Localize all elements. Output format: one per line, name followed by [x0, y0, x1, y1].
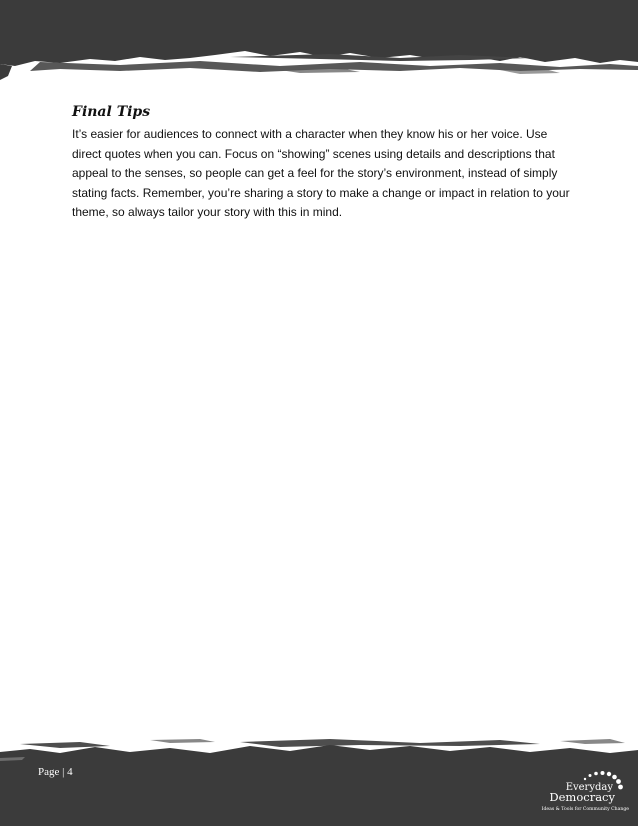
logo-line1: Everyday [565, 782, 613, 793]
content-area [72, 104, 572, 223]
body-paragraph: It’s easier for audiences to connect with a character when they know his or her voice. Use direct quotes when you can. Focus on “showing” scenes using details and descriptions that appeal to the senses, so people can get a feel for the story’s environment, instead of simply stating facts. Remember, you’re sharing a story to make a change or impact in relation to your theme, so always tailor your story with this in mind. [72, 127, 570, 220]
logo-tagline: Ideas & Tools for Community Change [541, 807, 629, 812]
page-number: Page | 4 [38, 766, 73, 778]
logo-line2: Democracy [549, 790, 615, 804]
everyday-democracy-logo [541, 770, 631, 820]
header-band [0, 0, 638, 82]
section-title: Final Tips [72, 104, 151, 120]
